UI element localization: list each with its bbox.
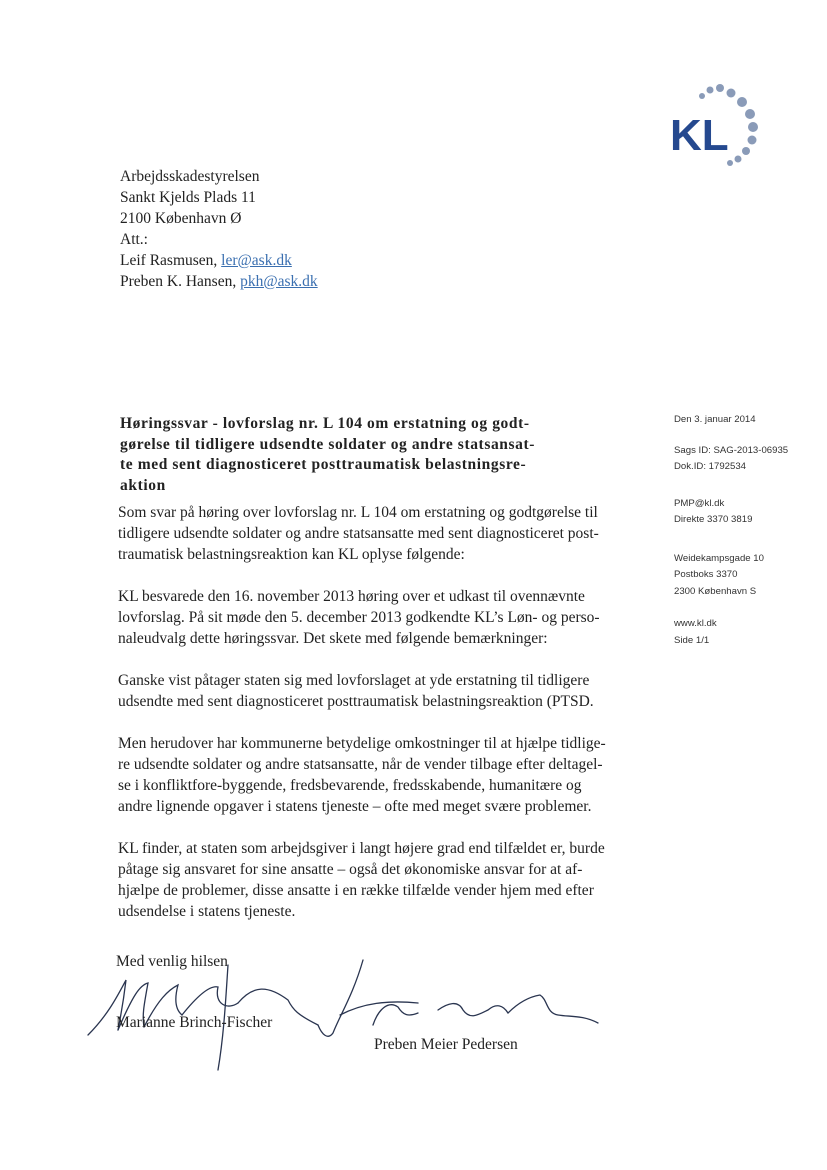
sender-street: Weidekampsgade 10 [674, 552, 764, 564]
body-line: Som svar på høring over lovforslag nr. L 104 om erstatning og godtgørelse til [118, 504, 598, 521]
logo-text: KL [670, 111, 729, 160]
body-line: andre lignende opgaver i statens tjeneste – ofte med meget svære problemer. [118, 798, 592, 815]
letter-body [118, 502, 658, 943]
sender-postbox: Postboks 3370 [674, 569, 738, 580]
address-line: Att.: [120, 231, 148, 248]
sags-id: Sags ID: SAG-2013-06935 [674, 444, 789, 456]
contact-line [120, 271, 318, 292]
body-line: udsendte med sent diagnosticeret posttraumatisk belastningsreaktion (PTSD. [118, 693, 594, 710]
body-line: KL finder, at staten som arbejdsgiver i langt højere grad end tilfældet er, burde [118, 840, 605, 857]
body-line: Ganske vist påtager staten sig med lovforslaget at yde erstatning til tidligere [118, 672, 590, 689]
body-line: se i konfliktfore-byggende, fredsbevarende, fredsskabende, humanitære og [118, 777, 582, 794]
body-line: tidligere udsendte soldater og andre statsansatte med sent diagnosticeret post- [118, 525, 599, 542]
body-line: lovforslag. På sit møde den 5. december 2013 godkendte KL’s Løn- og perso- [118, 609, 600, 626]
sender-city: 2300 København S [674, 585, 757, 597]
signer-name: Marianne Brinch-Fischer [116, 1014, 273, 1031]
sender-details [674, 412, 788, 649]
address-line: Sankt Kjelds Plads 11 [120, 189, 256, 206]
address-line: Arbejdsskadestyrelsen [120, 168, 260, 185]
contact-email-link[interactable]: ler@ask.dk [221, 252, 292, 269]
contact-name: Preben K. Hansen, [120, 273, 241, 290]
paragraph [118, 670, 658, 712]
body-line: hjælpe de problemer, disse ansatte i en række tilfælde vender hjem med efter [118, 882, 594, 899]
body-line: naleudvalg dette høringssvar. Det skete med følgende bemærkninger: [118, 630, 548, 647]
sender-email-link[interactable]: PMP@kl.dk [674, 497, 725, 509]
address-line: 2100 København Ø [120, 210, 242, 227]
body-line: KL besvarede den 16. november 2013 høring over et udkast til ovennævnte [118, 588, 585, 605]
paragraph [118, 502, 658, 565]
paragraph [118, 586, 658, 649]
body-line: udsendelse i statens tjeneste. [118, 903, 296, 920]
body-line: traumatisk belastningsreaktion kan KL oplyse følgende: [118, 546, 465, 563]
subject-line: gørelse til tidligere udsendte soldater og andre statsansat- [120, 435, 536, 453]
signer-name: Preben Meier Pedersen [374, 1036, 518, 1053]
contact-line [120, 250, 318, 271]
dok-id: Dok.ID: 1792534 [674, 461, 746, 472]
subject-line: te med sent diagnosticeret posttraumatisk belastningsre- [120, 456, 527, 473]
contact-name: Leif Rasmusen, [120, 252, 222, 269]
kl-logo [668, 80, 768, 172]
paragraph [118, 838, 658, 922]
body-line: re udsendte soldater og andre statsansatte, når de vender tilbage efter deltagel- [118, 756, 603, 773]
letter-date: Den 3. januar 2014 [674, 414, 756, 425]
page-number: Side 1/1 [674, 634, 710, 646]
letter-subject [120, 414, 650, 496]
subject-line: Høringssvar - lovforslag nr. L 104 om erstatning og godt- [120, 415, 530, 432]
paragraph [118, 733, 658, 817]
subject-line: aktion [120, 476, 166, 494]
contact-email-link[interactable]: pkh@ask.dk [240, 273, 318, 290]
body-line: påtage sig ansvaret for sine ansatte – også det økonomiske ansvar for at af- [118, 861, 583, 878]
body-line: Men herudover har kommunerne betydelige omkostninger til at hjælpe tidlige- [118, 735, 606, 752]
closing-greeting: Med venlig hilsen [116, 953, 228, 970]
website-link[interactable]: www.kl.dk [674, 618, 717, 629]
sender-phone: Direkte 3370 3819 [674, 514, 753, 525]
recipient-address [120, 166, 318, 292]
